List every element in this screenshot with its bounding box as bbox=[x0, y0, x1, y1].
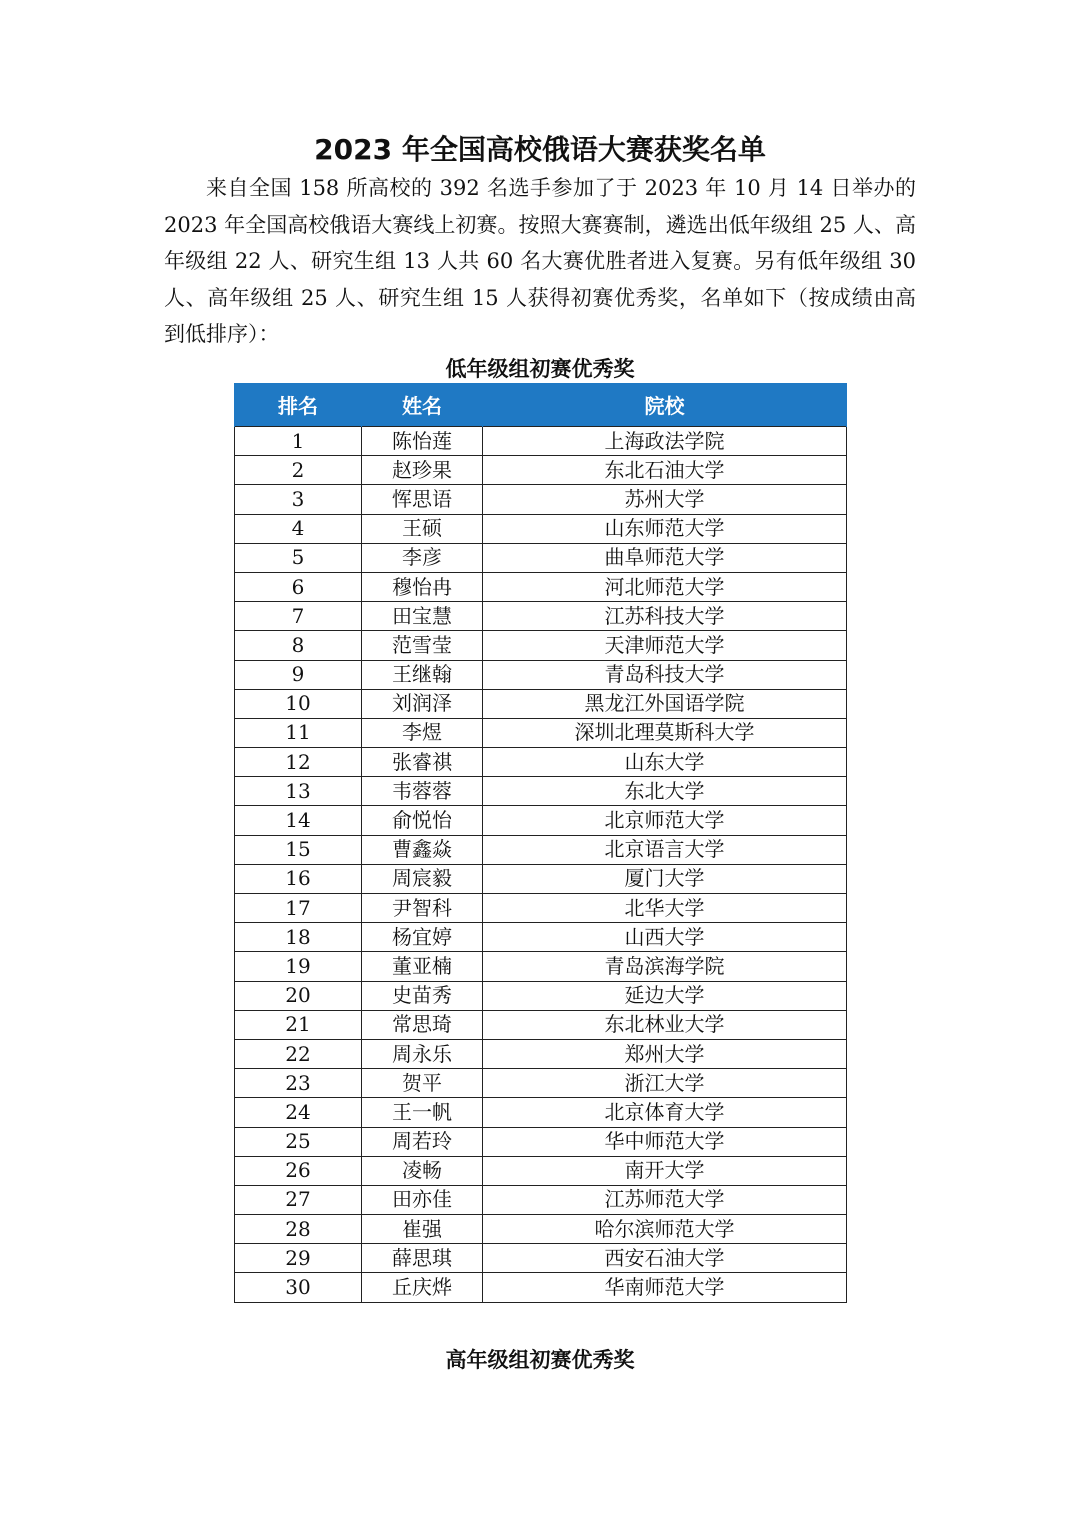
school-cell: 上海政法学院 bbox=[483, 427, 847, 456]
school-cell: 山东师范大学 bbox=[483, 514, 847, 543]
table-row bbox=[235, 1156, 847, 1185]
table-row bbox=[235, 835, 847, 864]
name-cell: 薛思琪 bbox=[362, 1244, 483, 1273]
rank-cell: 21 bbox=[235, 1010, 362, 1039]
table-row bbox=[235, 602, 847, 631]
table-row bbox=[235, 806, 847, 835]
name-cell: 董亚楠 bbox=[362, 952, 483, 981]
rank-cell: 30 bbox=[235, 1273, 362, 1302]
rank-cell: 8 bbox=[235, 631, 362, 660]
rank-cell: 18 bbox=[235, 923, 362, 952]
table-row bbox=[235, 952, 847, 981]
rank-cell: 11 bbox=[235, 718, 362, 747]
name-cell: 张睿祺 bbox=[362, 748, 483, 777]
table-row bbox=[235, 1244, 847, 1273]
rank-cell: 23 bbox=[235, 1069, 362, 1098]
rank-cell: 25 bbox=[235, 1127, 362, 1156]
school-cell: 北华大学 bbox=[483, 894, 847, 923]
name-cell: 周若玲 bbox=[362, 1127, 483, 1156]
school-cell: 江苏师范大学 bbox=[483, 1185, 847, 1214]
header-rank: 排名 bbox=[235, 383, 362, 427]
table-row bbox=[235, 748, 847, 777]
header-school: 院校 bbox=[483, 383, 847, 427]
school-cell: 青岛科技大学 bbox=[483, 660, 847, 689]
table-row bbox=[235, 1039, 847, 1068]
table-row bbox=[235, 572, 847, 601]
table-row bbox=[235, 1215, 847, 1244]
table-row bbox=[235, 864, 847, 893]
name-cell: 周永乐 bbox=[362, 1039, 483, 1068]
name-cell: 曹鑫焱 bbox=[362, 835, 483, 864]
name-cell: 丘庆烨 bbox=[362, 1273, 483, 1302]
name-cell: 崔强 bbox=[362, 1215, 483, 1244]
school-cell: 延边大学 bbox=[483, 981, 847, 1010]
table-header-row bbox=[235, 383, 847, 427]
school-cell: 北京师范大学 bbox=[483, 806, 847, 835]
school-cell: 山西大学 bbox=[483, 923, 847, 952]
name-cell: 王继翰 bbox=[362, 660, 483, 689]
name-cell: 杨宜婷 bbox=[362, 923, 483, 952]
school-cell: 南开大学 bbox=[483, 1156, 847, 1185]
name-cell: 凌畅 bbox=[362, 1156, 483, 1185]
table-body bbox=[235, 427, 847, 1303]
table-row bbox=[235, 777, 847, 806]
name-cell: 李煜 bbox=[362, 718, 483, 747]
school-cell: 厦门大学 bbox=[483, 864, 847, 893]
school-cell: 郑州大学 bbox=[483, 1039, 847, 1068]
table-row bbox=[235, 1069, 847, 1098]
rank-cell: 7 bbox=[235, 602, 362, 631]
table-row bbox=[235, 1273, 847, 1302]
rank-cell: 19 bbox=[235, 952, 362, 981]
table-header bbox=[235, 383, 847, 427]
school-cell: 东北林业大学 bbox=[483, 1010, 847, 1039]
rank-cell: 9 bbox=[235, 660, 362, 689]
table-row bbox=[235, 923, 847, 952]
rank-cell: 12 bbox=[235, 748, 362, 777]
table-row bbox=[235, 1185, 847, 1214]
table-row bbox=[235, 718, 847, 747]
table-row bbox=[235, 1127, 847, 1156]
low-grade-section-title: 低年级组初赛优秀奖 bbox=[445, 356, 635, 381]
name-cell: 尹智科 bbox=[362, 894, 483, 923]
name-cell: 周宸毅 bbox=[362, 864, 483, 893]
table-row bbox=[235, 660, 847, 689]
table-row bbox=[235, 981, 847, 1010]
name-cell: 王硕 bbox=[362, 514, 483, 543]
name-cell: 李彦 bbox=[362, 543, 483, 572]
rank-cell: 17 bbox=[235, 894, 362, 923]
rank-cell: 1 bbox=[235, 427, 362, 456]
rank-cell: 29 bbox=[235, 1244, 362, 1273]
school-cell: 曲阜师范大学 bbox=[483, 543, 847, 572]
rank-cell: 4 bbox=[235, 514, 362, 543]
school-cell: 深圳北理莫斯科大学 bbox=[483, 718, 847, 747]
name-cell: 赵珍果 bbox=[362, 456, 483, 485]
name-cell: 贺平 bbox=[362, 1069, 483, 1098]
high-grade-section-title: 高年级组初赛优秀奖 bbox=[445, 1347, 635, 1372]
name-cell: 常思琦 bbox=[362, 1010, 483, 1039]
school-cell: 北京体育大学 bbox=[483, 1098, 847, 1127]
school-cell: 山东大学 bbox=[483, 748, 847, 777]
school-cell: 华南师范大学 bbox=[483, 1273, 847, 1302]
name-cell: 韦蓉蓉 bbox=[362, 777, 483, 806]
rank-cell: 27 bbox=[235, 1185, 362, 1214]
rank-cell: 20 bbox=[235, 981, 362, 1010]
rank-cell: 15 bbox=[235, 835, 362, 864]
school-cell: 北京语言大学 bbox=[483, 835, 847, 864]
name-cell: 范雪莹 bbox=[362, 631, 483, 660]
intro-paragraph: 来自全国 158 所高校的 392 名选手参加了于 2023 年 10 月 14 日举办的 2023 年全国高校俄语大赛线上初赛。按照大赛赛制，遴选出低年级组 25 人、高年级组 22 人、研究生组 13 人共 60 名大赛优胜者进入复赛。另有低年级组 30 人、高年级组 25 人、研究生组 15 人获得初赛优秀奖，名单如下（按成绩由高到低排序）： bbox=[164, 176, 916, 346]
school-cell: 河北师范大学 bbox=[483, 572, 847, 601]
table-row bbox=[235, 631, 847, 660]
name-cell: 穆怡冉 bbox=[362, 572, 483, 601]
school-cell: 华中师范大学 bbox=[483, 1127, 847, 1156]
rank-cell: 6 bbox=[235, 572, 362, 601]
school-cell: 江苏科技大学 bbox=[483, 602, 847, 631]
rank-cell: 24 bbox=[235, 1098, 362, 1127]
rank-cell: 26 bbox=[235, 1156, 362, 1185]
rank-cell: 13 bbox=[235, 777, 362, 806]
rank-cell: 28 bbox=[235, 1215, 362, 1244]
table-row bbox=[235, 456, 847, 485]
school-cell: 东北石油大学 bbox=[483, 456, 847, 485]
document-title: 2023 年全国高校俄语大赛获奖名单 bbox=[314, 133, 766, 166]
table-row bbox=[235, 427, 847, 456]
rank-cell: 22 bbox=[235, 1039, 362, 1068]
table-row bbox=[235, 543, 847, 572]
table-row bbox=[235, 1010, 847, 1039]
school-cell: 苏州大学 bbox=[483, 485, 847, 514]
school-cell: 青岛滨海学院 bbox=[483, 952, 847, 981]
name-cell: 田宝慧 bbox=[362, 602, 483, 631]
name-cell: 刘润泽 bbox=[362, 689, 483, 718]
rank-cell: 14 bbox=[235, 806, 362, 835]
table-row bbox=[235, 514, 847, 543]
name-cell: 俞悦怡 bbox=[362, 806, 483, 835]
name-cell: 田亦佳 bbox=[362, 1185, 483, 1214]
header-name: 姓名 bbox=[362, 383, 483, 427]
rank-cell: 16 bbox=[235, 864, 362, 893]
school-cell: 浙江大学 bbox=[483, 1069, 847, 1098]
table-row bbox=[235, 894, 847, 923]
school-cell: 东北大学 bbox=[483, 777, 847, 806]
table-row bbox=[235, 1098, 847, 1127]
name-cell: 陈怡莲 bbox=[362, 427, 483, 456]
school-cell: 黑龙江外国语学院 bbox=[483, 689, 847, 718]
name-cell: 史苗秀 bbox=[362, 981, 483, 1010]
name-cell: 王一帆 bbox=[362, 1098, 483, 1127]
name-cell: 恽思语 bbox=[362, 485, 483, 514]
rank-cell: 2 bbox=[235, 456, 362, 485]
table-row bbox=[235, 689, 847, 718]
school-cell: 天津师范大学 bbox=[483, 631, 847, 660]
rank-cell: 3 bbox=[235, 485, 362, 514]
school-cell: 哈尔滨师范大学 bbox=[483, 1215, 847, 1244]
rank-cell: 10 bbox=[235, 689, 362, 718]
low-grade-award-table bbox=[234, 383, 847, 1303]
school-cell: 西安石油大学 bbox=[483, 1244, 847, 1273]
rank-cell: 5 bbox=[235, 543, 362, 572]
table-row bbox=[235, 485, 847, 514]
